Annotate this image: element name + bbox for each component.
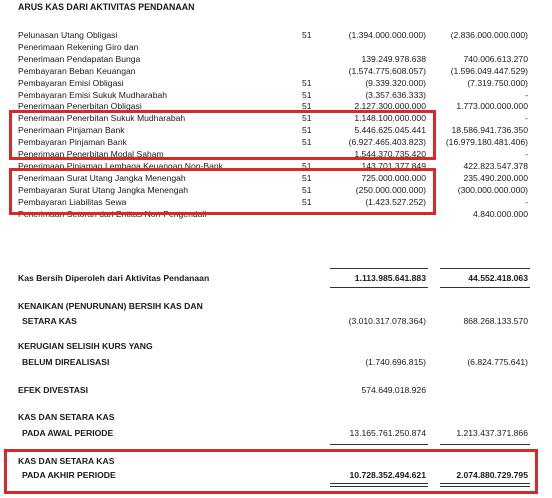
highlight-box-issuance [9, 110, 436, 160]
row-note: 51 [302, 113, 312, 124]
fx-label-1: KERUGIAN SELISIH KURS YANG [18, 341, 153, 351]
row-prior: 18.586.941.736.350 [451, 125, 528, 136]
ending-top-rule-2 [440, 444, 530, 445]
row-current: (9.339.320.000) [365, 77, 426, 88]
highlight-box-borrowings [9, 168, 436, 215]
row-prior: 1.773.000.000.000 [456, 101, 528, 112]
cash-flow-row [0, 77, 552, 89]
row-current: (1.423.527.252) [365, 196, 426, 207]
row-label: Penerimaan Setoran dari Entitas Non-Pengendali [18, 208, 207, 219]
row-note: 51 [302, 196, 312, 207]
fx-label-2: BELUM DIREALISASI [22, 357, 110, 367]
row-label: Penerimaan Rekening Giro dan [18, 41, 139, 52]
row-prior: (16.979.180.481.406) [445, 137, 528, 148]
beginning-label-1: KAS DAN SETARA KAS [18, 412, 115, 422]
ending-top-rule-1 [330, 444, 428, 445]
row-prior: (1.596.049.447.529) [450, 65, 528, 76]
row-note: 51 [302, 30, 312, 40]
increase-row-2 [0, 315, 552, 327]
increase-prior: 868.268.133.570 [463, 316, 528, 326]
row-note: 51 [302, 89, 312, 100]
row-label: Pembayaran Emisi Obligasi [18, 77, 124, 88]
row-note: 51 [302, 160, 312, 171]
row-label: Penerimaan Penerbitan Modal Saham [18, 149, 164, 159]
ending-current: 10.728.352.494.621 [349, 470, 426, 480]
row-current: 725.000.000.000 [361, 172, 426, 183]
row-note: 51 [302, 172, 312, 183]
row-label: Pembayaran Surat Utang Jangka Menengah [18, 184, 189, 195]
row-label: Pelunasan Utang Obligasi [18, 30, 118, 40]
row-label: Pembayaran Beban Keuangan [18, 65, 136, 76]
section-heading: ARUS KAS DARI AKTIVITAS PENDANAAN [18, 2, 195, 12]
ending-label-1: KAS DAN SETARA KAS [18, 456, 115, 466]
net-rule-1 [330, 287, 428, 288]
increase-label-2: SETARA KAS [22, 316, 77, 326]
row-label: Penerimaan Pinjaman Bank [18, 125, 125, 136]
net-financing-label: Kas Bersih Diperoleh dari Aktivitas Pendanaan [18, 273, 210, 283]
row-prior: - [525, 89, 528, 100]
cash-flow-row [0, 53, 552, 65]
highlight-box-ending-cash [4, 449, 538, 494]
row-label: Penerimaan Penerbitan Obligasi [18, 101, 142, 112]
row-current: 2.127.300.000.000 [354, 101, 426, 112]
row-current: - [423, 208, 426, 219]
row-prior: 4.840.000.000 [473, 208, 528, 219]
fx-row-1 [0, 340, 552, 352]
row-current: 143.701.377.849 [361, 160, 426, 171]
cash-flow-row [0, 29, 552, 41]
row-label: Penerimaan Pendapatan Bunga [18, 53, 141, 64]
divest-current: 574.649.018.926 [361, 385, 426, 395]
row-label: Penerimaan Pinjaman Lembaga Keuangan Non-Bank [18, 160, 223, 171]
cash-flow-row [0, 41, 552, 53]
row-current: 1.148.100.000.000 [354, 113, 426, 124]
beginning-row-1 [0, 411, 552, 423]
row-current: (1.574.775.608.057) [348, 65, 426, 76]
row-label: Pembayaran Emisi Sukuk Mudharabah [18, 89, 168, 100]
row-label: Pembayaran Liabilitas Sewa [18, 196, 127, 207]
row-current: 1.544.370.735.420 [354, 149, 426, 159]
row-note: 51 [302, 137, 312, 148]
row-prior: (2.836.000.000.000) [450, 30, 528, 40]
row-prior: 740.006.613.270 [463, 53, 528, 64]
row-prior: (7.319.750.000) [467, 77, 528, 88]
row-current: 139.249.978.638 [361, 53, 426, 64]
subtotal-rule-2 [440, 268, 530, 269]
net-financing-row [0, 272, 552, 284]
row-prior: - [525, 149, 528, 159]
net-financing-current: 1.113.985.641.883 [354, 273, 426, 283]
row-prior: (300.000.000.000) [457, 184, 528, 195]
row-current: (1.394.000.000.000) [348, 30, 426, 40]
row-label: Penerimaan Surat Utang Jangka Menengah [18, 172, 186, 183]
row-prior: 235.490.200.000 [463, 172, 528, 183]
row-label: Penerimaan Penerbitan Sukuk Mudharabah [18, 113, 186, 124]
row-note: 51 [302, 125, 312, 136]
cash-flow-row [0, 65, 552, 77]
row-prior: - [525, 113, 528, 124]
ending-label-2: PADA AKHIR PERIODE [22, 470, 116, 480]
increase-label-1: KENAIKAN (PENURUNAN) BERSIH KAS DAN [18, 301, 203, 311]
divest-label: EFEK DIVESTASI [18, 385, 89, 395]
cash-flow-row [0, 89, 552, 101]
row-prior: 422.823.547.378 [463, 160, 528, 171]
increase-row-1 [0, 300, 552, 312]
row-note: 51 [302, 184, 312, 195]
row-note: 51 [302, 77, 312, 88]
row-prior: - [525, 196, 528, 207]
row-current: (3.357.636.333) [365, 89, 426, 100]
fx-prior: (6.824.775.641) [467, 357, 528, 367]
row-current: (6.927.465.403.823) [348, 137, 426, 148]
row-current: 5.446.625.045.441 [354, 125, 426, 136]
fx-row-2 [0, 356, 552, 368]
net-rule-2 [440, 287, 530, 288]
row-label: Pembayaran Pinjaman Bank [18, 137, 127, 148]
beginning-current: 13.165.761.250.874 [349, 428, 426, 438]
increase-current: (3.010.317.078.364) [348, 316, 426, 326]
divest-row [0, 384, 552, 396]
row-note: 51 [302, 101, 312, 112]
beginning-label-2: PADA AWAL PERIODE [22, 428, 114, 438]
net-financing-prior: 44.552.418.063 [468, 273, 528, 283]
subtotal-rule-1 [330, 268, 428, 269]
beginning-row-2 [0, 427, 552, 439]
row-current: (250.000.000.000) [355, 184, 426, 195]
fx-current: (1.740.696.815) [365, 357, 426, 367]
beginning-prior: 1.213.437.371.866 [456, 428, 528, 438]
ending-prior: 2.074.880.729.795 [456, 470, 528, 480]
